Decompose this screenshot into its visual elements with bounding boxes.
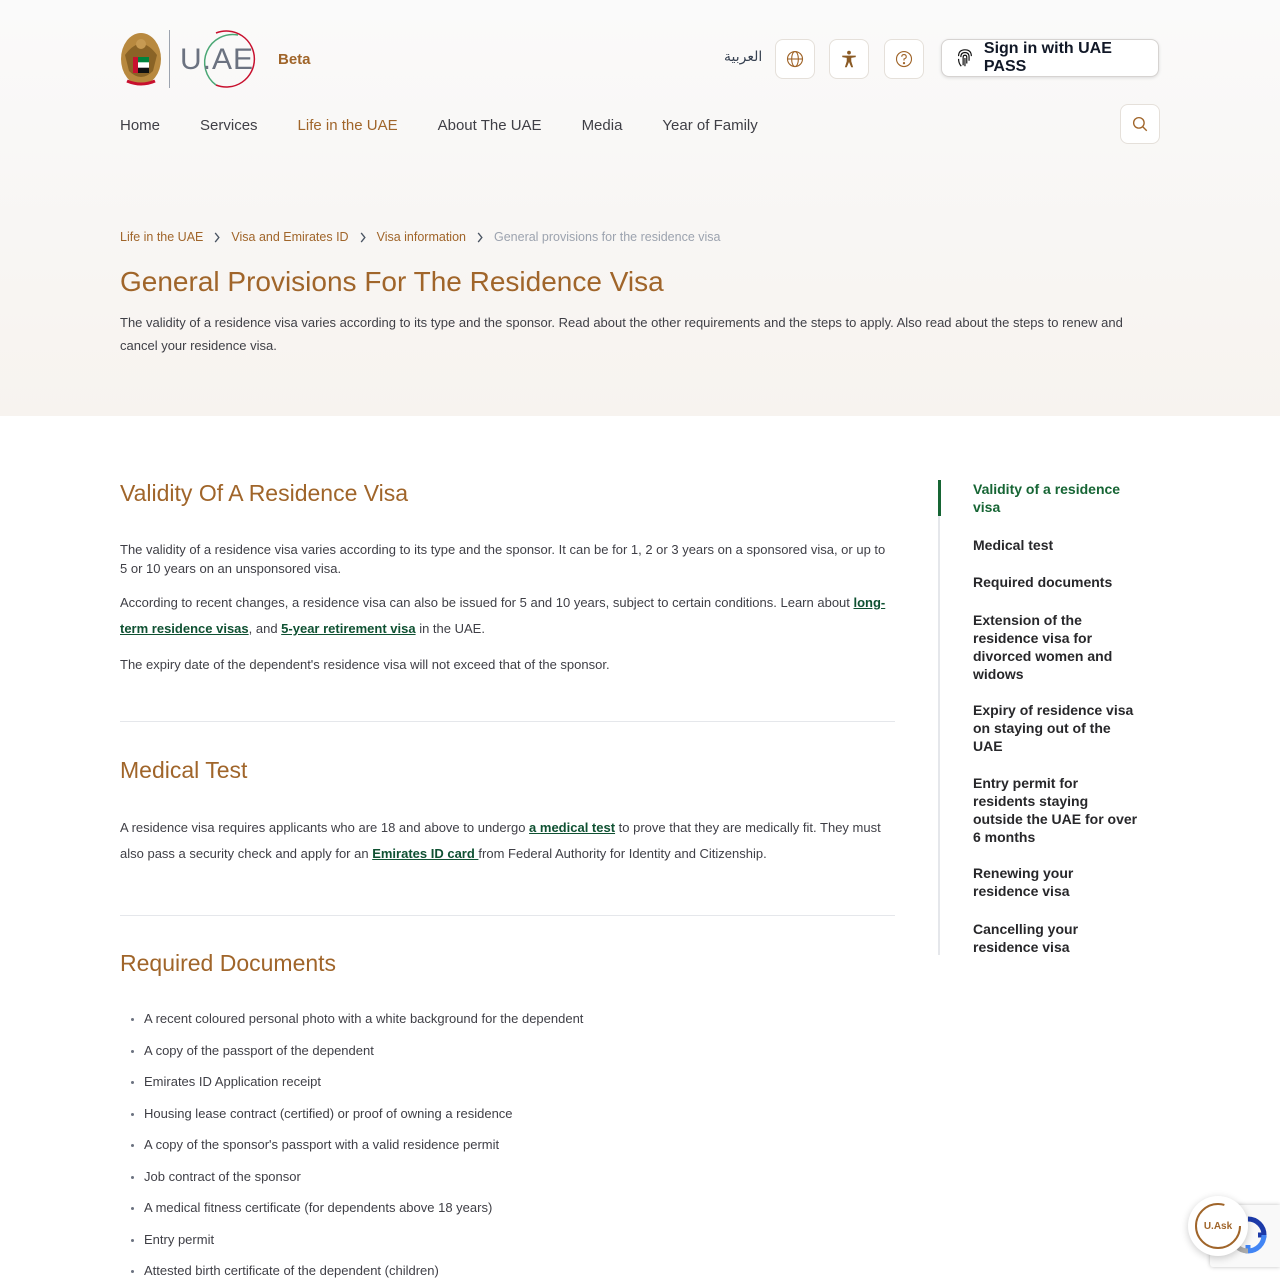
help-icon [895, 50, 913, 68]
validity-paragraph-3: The expiry date of the dependent's residence visa will not exceed that of the sponsor. [120, 657, 610, 672]
toc-item-validity[interactable]: Validity of a residence visa [973, 481, 1121, 515]
list-item: • Entry permit [144, 1229, 583, 1261]
arabic-language-link[interactable]: العربية [724, 48, 763, 64]
main-navigation [120, 116, 798, 136]
nav-item-services[interactable]: Services [200, 117, 258, 134]
nav-item-year-of-family[interactable]: Year of Family [662, 117, 758, 134]
medical-text-3: from Federal Authority for Identity and Citizenship. [478, 846, 767, 861]
long-term-residence-visas-link[interactable]: long-term residence visas [120, 595, 886, 636]
uask-chat-button[interactable] [1188, 1196, 1248, 1256]
breadcrumb-visa-information[interactable]: Visa information [376, 230, 466, 244]
globe-icon [786, 50, 804, 68]
table-of-contents [938, 480, 1138, 955]
search-icon [1131, 115, 1149, 133]
chevron-right-icon [213, 232, 221, 243]
toc-item-required-documents[interactable]: Required documents [973, 574, 1113, 590]
list-item: • A recent coloured personal photo with a white background for the dependent [144, 1008, 583, 1040]
list-item: • Emirates ID Application receipt [144, 1071, 583, 1103]
medical-paragraph [120, 815, 895, 867]
required-documents-list [144, 1008, 583, 1280]
help-button[interactable] [884, 39, 924, 79]
search-button[interactable] [1120, 104, 1160, 144]
validity-paragraph-2 [120, 590, 895, 642]
validity-p2-text-2: , and [248, 621, 282, 636]
toc-item-cancelling[interactable]: Cancelling your residence visa [973, 921, 1079, 955]
language-globe-button[interactable] [775, 39, 815, 79]
medical-text-1: A residence visa requires applicants who are 18 and above to undergo [120, 820, 530, 835]
nav-item-media[interactable]: Media [581, 117, 623, 134]
logo-text: U.AE [180, 43, 255, 76]
retirement-visa-link[interactable]: 5-year retirement visa [281, 621, 416, 636]
toc-item-medical-test[interactable]: Medical test [973, 537, 1054, 553]
page-description: The validity of a residence visa varies according to its type and the sponsor. Read about the other requirements and the steps to apply. Also read about the steps to renew and cancel your residence visa. [120, 315, 1123, 353]
uae-wordmark [176, 29, 268, 89]
validity-p2-text-3: in the UAE. [415, 621, 485, 636]
accessibility-button[interactable] [829, 39, 869, 79]
beta-badge: Beta [278, 50, 311, 68]
validity-paragraph-1: The validity of a residence visa varies according to its type and the sponsor. It can be for 1, 2 or 3 years on a sponsored visa, or up to 5 or 10 years on an unsponsored visa. [120, 542, 886, 576]
medical-test-link[interactable]: a medical test [529, 820, 616, 835]
toc-item-renewing[interactable]: Renewing your residence visa [973, 865, 1074, 899]
section-title-validity: Validity Of A Residence Visa [120, 480, 409, 506]
nav-item-home[interactable]: Home [120, 117, 161, 134]
section-title-medical-test: Medical Test [120, 757, 248, 783]
breadcrumb-visa-and-emirates-id[interactable]: Visa and Emirates ID [231, 230, 349, 244]
fingerprint-icon [954, 47, 976, 69]
uae-logo-link[interactable] [119, 28, 311, 90]
breadcrumb-current: General provisions for the residence visa [493, 230, 721, 244]
validity-p2-text-1: According to recent changes, a residence visa can also be issued for 5 and 10 years, subject to certain conditions. Learn about [120, 595, 854, 610]
list-item: • Job contract of the sponsor [144, 1166, 583, 1198]
chevron-right-icon [359, 232, 367, 243]
logo-divider [169, 30, 170, 88]
toc-item-entry-permit[interactable]: Entry permit for residents staying outside the UAE for over 6 months [973, 775, 1138, 845]
list-item: • Attested birth certificate of the dependent (children) [144, 1260, 583, 1280]
list-item: • A medical fitness certificate (for dependents above 18 years) [144, 1197, 583, 1229]
emirates-id-card-link[interactable]: Emirates ID card [372, 846, 479, 861]
uae-pass-signin-button[interactable] [941, 39, 1159, 77]
breadcrumb-life-in-the-uae[interactable]: Life in the UAE [120, 230, 204, 244]
section-divider [120, 915, 895, 916]
list-item: • A copy of the sponsor's passport with a valid residence permit [144, 1134, 583, 1166]
medical-text-2: to prove that they are medically fit. They must also pass a security check and apply for an [120, 820, 881, 861]
toc-item-expiry-out-of-uae[interactable]: Expiry of residence visa on staying out of the UAE [973, 702, 1134, 754]
nav-item-life-in-the-uae[interactable]: Life in the UAE [297, 117, 398, 134]
toc-active-indicator [938, 480, 941, 516]
section-title-required-documents: Required Documents [120, 950, 337, 976]
list-item: • Housing lease contract (certified) or proof of owning a residence [144, 1103, 583, 1135]
toc-item-extension-divorced-widows[interactable]: Extension of the residence visa for divorced women and widows [973, 612, 1113, 682]
nav-item-about-the-uae[interactable]: About The UAE [437, 117, 542, 134]
breadcrumb [120, 230, 721, 244]
uask-label: U.Ask [1203, 1220, 1233, 1232]
page-title: General Provisions For The Residence Visa [120, 266, 664, 297]
uae-emblem-icon [119, 29, 163, 89]
section-divider [120, 721, 895, 722]
list-item: • A copy of the passport of the dependent [144, 1040, 583, 1072]
accessibility-icon [840, 49, 858, 69]
uae-pass-label: Sign in with UAE PASS [983, 40, 1112, 75]
chevron-right-icon [476, 232, 484, 243]
